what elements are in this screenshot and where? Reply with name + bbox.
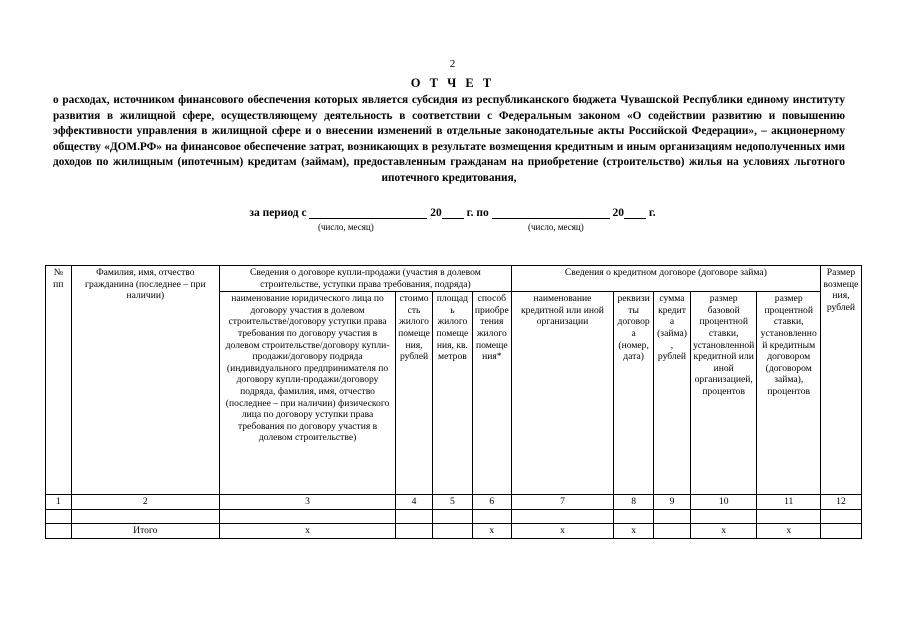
colnum-5: 5 xyxy=(432,495,472,510)
cell[interactable] xyxy=(690,509,757,523)
cell[interactable] xyxy=(472,509,511,523)
total-cell-11: х xyxy=(757,523,820,538)
period-year2: 20 xyxy=(612,207,624,219)
header-c7: наименование кредитной или иной организации xyxy=(511,292,613,495)
report-table xyxy=(45,265,862,539)
colnum-7: 7 xyxy=(511,495,613,510)
period-prefix: за период с xyxy=(249,207,307,219)
colnum-12: 12 xyxy=(820,495,861,510)
cell[interactable] xyxy=(71,509,219,523)
total-cell-7: х xyxy=(511,523,613,538)
total-cell-12[interactable] xyxy=(820,523,861,538)
total-cell-4[interactable] xyxy=(396,523,433,538)
colnum-6: 6 xyxy=(472,495,511,510)
total-label: Итого xyxy=(71,523,219,538)
period-to-field[interactable] xyxy=(492,206,610,219)
colnum-1: 1 xyxy=(46,495,72,510)
period-g1: г. по xyxy=(466,207,489,219)
colnum-8: 8 xyxy=(614,495,654,510)
period-g2: г. xyxy=(648,207,656,219)
colnum-9: 9 xyxy=(654,495,691,510)
header-c3: наименование юридического лица по договору участия в долевом строительстве/договору уступки права требования по договору участия в долевом строительстве/договору купли-продажи/договору подряда (индивидуального предпринимателя по договору купли-продажи/договору подряда, фамилия, имя, отчество (последнее – при наличии) физического лица по договору уступки права требования по договору участия в долевом строительстве) xyxy=(220,292,396,495)
header-name: Фамилия, имя, отчество гражданина (последнее – при наличии) xyxy=(71,266,219,495)
cell[interactable] xyxy=(820,509,861,523)
column-number-row xyxy=(46,495,862,510)
total-cell-5[interactable] xyxy=(432,523,472,538)
period-year1-field[interactable] xyxy=(442,206,464,219)
header-c11: размер процентной ставки, установленной кредитным договором (договором займа), процентов xyxy=(757,292,820,495)
period-year2-field[interactable] xyxy=(624,206,646,219)
total-cell-10: х xyxy=(690,523,757,538)
table-row xyxy=(46,509,862,523)
cell[interactable] xyxy=(46,509,72,523)
report-description: о расходах, источником финансового обеспечения которых является субсидия из республиканского бюджета Чувашской Республики единому институту развития в жилищной сфере, осуществляющему деятельность в соответствии с Федеральным законом «О содействии развитию и повышению эффективности управления в жилищной сфере и о внесении изменений в отдельные законодательные акты Российской Федерации», – акционерному обществу «ДОМ.РФ» на финансовое обеспечение затрат, возникающих в результате возмещения кредитным и иным организациям недополученных ими доходов по жилищным (ипотечным) кредитам (займам), предоставленным гражданам на приобретение (строительство) жилья на условиях льготного ипотечного кредитования, xyxy=(53,94,845,184)
colnum-11: 11 xyxy=(757,495,820,510)
total-cell-9[interactable] xyxy=(654,523,691,538)
header-c4: стоимость жилого помещения, рублей xyxy=(396,292,433,495)
header-c8: реквизиты договора (номер, дата) xyxy=(614,292,654,495)
total-cell-3: х xyxy=(220,523,396,538)
header-c6: способ приобретения жилого помещения* xyxy=(472,292,511,495)
colnum-2: 2 xyxy=(71,495,219,510)
cell[interactable] xyxy=(396,509,433,523)
period-from-field[interactable] xyxy=(309,206,427,219)
header-c10: размер базовой процентной ставки, установленной кредитной или иной организацией, процентов xyxy=(690,292,757,495)
cell[interactable] xyxy=(220,509,396,523)
cell[interactable] xyxy=(432,509,472,523)
colnum-3: 3 xyxy=(220,495,396,510)
cell[interactable] xyxy=(511,509,613,523)
period-from-hint: (число, месяц) xyxy=(318,222,374,232)
header-num: № пп xyxy=(46,266,72,495)
header-credit-group: Сведения о кредитном договоре (договоре займа) xyxy=(511,266,820,292)
report-title: О Т Ч Е Т xyxy=(410,76,495,90)
cell[interactable] xyxy=(614,509,654,523)
page-number: 2 xyxy=(449,58,456,70)
total-row xyxy=(46,523,862,538)
total-cell-8: х xyxy=(614,523,654,538)
report-period xyxy=(0,206,905,219)
header-c9: сумма кредита (займа), рублей xyxy=(654,292,691,495)
cell[interactable] xyxy=(654,509,691,523)
header-c5: площадь жилого помещения, кв. метров xyxy=(432,292,472,495)
period-year1: 20 xyxy=(430,207,442,219)
cell[interactable] xyxy=(757,509,820,523)
header-size: Размер возмещения, рублей xyxy=(820,266,861,495)
colnum-10: 10 xyxy=(690,495,757,510)
colnum-4: 4 xyxy=(396,495,433,510)
total-cell-6: х xyxy=(472,523,511,538)
total-cell-1 xyxy=(46,523,72,538)
header-sale-group: Сведения о договоре купли-продажи (участия в долевом строительстве, уступки права требования, подряда) xyxy=(220,266,512,292)
period-to-hint: (число, месяц) xyxy=(528,222,584,232)
